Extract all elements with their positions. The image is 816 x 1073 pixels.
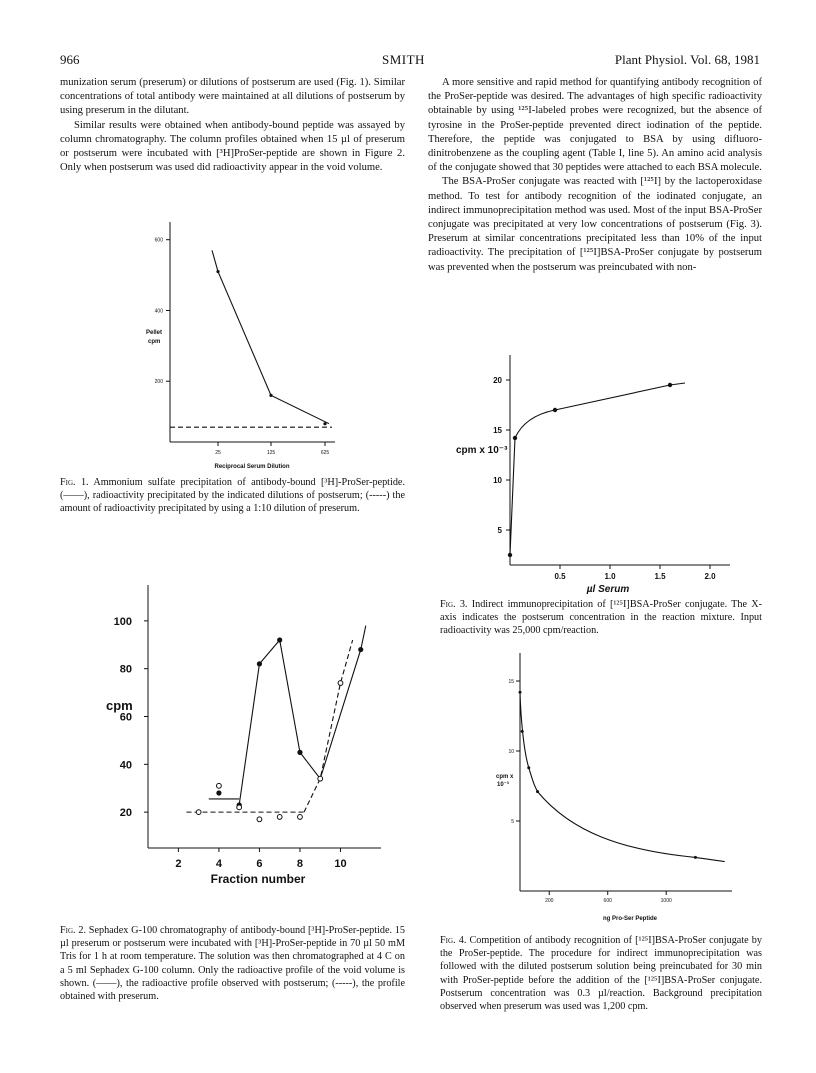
y-axis-label: cpm x — [496, 774, 514, 780]
data-point — [269, 394, 272, 397]
caption-text: Indirect immunoprecipitation of [¹²⁵I]BSA-ProSer conjugate. The X-axis indicates the postserum concentration in the reaction mixture. Input radioactivity was 25,000 cpm/reaction. — [440, 599, 762, 637]
data-point — [694, 856, 697, 859]
data-point — [216, 270, 219, 273]
figure-4-chart — [470, 648, 740, 928]
y-tick-label: 60 — [119, 711, 132, 724]
x-tick-label: 1.0 — [604, 572, 616, 581]
postserum-point — [257, 661, 262, 666]
x-tick-label: 125 — [266, 450, 276, 456]
y-tick-label: 600 — [154, 237, 163, 244]
y-tick-label: 40 — [119, 759, 132, 772]
figure-1-caption — [60, 476, 405, 516]
x-tick-label: 0.5 — [554, 572, 566, 581]
x-tick-label: 1.5 — [654, 572, 666, 581]
preserum-line — [304, 640, 353, 812]
caption-label: Fig. 2. — [60, 925, 87, 936]
postserum-line — [510, 383, 685, 555]
postserum-point — [358, 647, 363, 652]
preserum-point — [217, 783, 222, 788]
preserum-point — [237, 805, 242, 810]
y-axis-label: Pellet — [146, 330, 163, 336]
y-axis-label: 10⁻³ — [497, 782, 509, 788]
preserum-point — [277, 815, 282, 820]
caption-text: Competition of antibody recognition of [¹²⁵I]BSA-ProSer conjugate by the ProSer-peptide. The procedure for indirect immunoprecipitation was followed with the diluted postserum solution being preincubated for 30 min with ProSer-peptide before the addition of the [¹²⁵I]BSA-ProSer conjugate. Postserum concentration was 0.3 µl/reaction. Background precipitation observed when preserum was used was 1,200 cpm. — [440, 935, 762, 1013]
preserum-point — [338, 681, 343, 686]
preserum-point — [196, 810, 201, 815]
left-column-text — [60, 76, 405, 175]
x-axis-label: ng Pro-Ser Peptide — [602, 916, 658, 922]
caption-label: Fig. 4. — [440, 935, 467, 946]
y-tick-label: 200 — [154, 379, 163, 386]
y-axis-label: cpm x 10⁻³ — [456, 445, 508, 456]
x-tick-label: 6 — [256, 858, 263, 870]
y-tick-label: 20 — [493, 376, 502, 385]
paragraph: Similar results were obtained when antibody-bound peptide was assayed by column chromatography. The column profiles obtained when 15 µl of preserum or postserum were incubated with [³H]ProSer-peptide are shown in Figure 2. Only when postserum was used did radioactivity appear in the void volume. — [60, 119, 405, 174]
page-number: 966 — [60, 52, 80, 67]
x-axis-label: Reciprocal Serum Dilution — [214, 464, 290, 470]
data-point — [668, 383, 672, 387]
y-tick-label: 80 — [119, 663, 132, 676]
figure-1-chart — [140, 212, 355, 472]
y-axis-label: cpm — [106, 698, 133, 713]
running-author: SMITH — [382, 52, 425, 67]
y-tick-label: 10 — [508, 749, 514, 755]
postserum-line — [520, 692, 725, 861]
x-tick-label: 10 — [334, 858, 347, 870]
x-tick-label: 2.0 — [704, 572, 716, 581]
y-tick-label: 20 — [119, 807, 132, 820]
data-point — [536, 790, 539, 793]
postserum-line — [239, 626, 366, 805]
postserum-point — [277, 637, 282, 642]
right-column-text — [428, 76, 762, 275]
data-point — [508, 553, 512, 557]
figure-4-caption — [440, 934, 762, 1013]
postserum-point — [297, 750, 302, 755]
postserum-line — [212, 250, 329, 423]
y-tick-label: 5 — [497, 526, 502, 535]
data-point — [323, 422, 326, 425]
paragraph: munization serum (preserum) or dilutions of postserum are used (Fig. 1). Similar concentrations of total antibody were maintained at all dilutions of postserum by using preserum in the dilutant. — [60, 77, 405, 117]
x-tick-label: 25 — [215, 450, 221, 456]
y-tick-label: 400 — [154, 308, 163, 315]
x-axis-label: µl Serum — [586, 584, 630, 595]
data-point — [519, 691, 522, 694]
figure-2-caption — [60, 924, 405, 1003]
caption-text: Ammonium sulfate precipitation of antibody-bound [³H]-ProSer-peptide. (——), radioactivity precipitated by the indicated dilutions of postserum; (-----) the amount of radioactivity precipitated by using a 1:10 dilution of preserum. — [60, 477, 406, 515]
x-axis-label: Fraction number — [210, 872, 306, 886]
preserum-point — [318, 776, 323, 781]
data-point — [553, 408, 557, 412]
preserum-point — [298, 815, 303, 820]
x-tick-label: 600 — [603, 898, 612, 904]
caption-label: Fig. 3. — [440, 599, 468, 610]
y-axis-label: cpm — [148, 339, 161, 345]
data-point — [521, 730, 524, 733]
x-tick-label: 1000 — [660, 898, 672, 904]
x-tick-label: 8 — [296, 858, 304, 870]
y-tick-label: 10 — [493, 476, 502, 485]
caption-text: Sephadex G-100 chromatography of antibody-bound [³H]-ProSer-peptide. 15 µl preserum or postserum were incubated with [³H]-ProSer-peptide in 70 µl 50 mM Tris for 1 h at room temperature. The solution was then chromatographed at 4 C on a 5 ml Sephadex G-100 column. Only the radioactive profile of the void volume is shown. (——), the radioactive profile observed with postserum; (-----), the profile obtained with preserum. — [60, 925, 405, 1003]
figure-2-chart — [96, 580, 386, 920]
data-point — [513, 436, 517, 440]
preserum-point — [257, 817, 262, 822]
x-tick-label: 200 — [545, 898, 554, 904]
paragraph: A more sensitive and rapid method for quantifying antibody recognition of the ProSer-peptide was desired. The advantages of high specific radioactivity obtainable by using ¹²⁵I-labeled probes were recognized, but the absence of tyrosine in the ProSer-peptide prevented direct iodination of the peptide. Therefore, the peptide was conjugated to BSA by using difluoro-dinitrobenzene as the coupling agent (Table I, line 5). An amino acid analysis of the conjugate showed that 30 peptides were attached to each BSA molecule. — [428, 77, 762, 174]
y-tick-label: 5 — [511, 819, 514, 825]
x-tick-label: 625 — [320, 450, 330, 456]
data-point — [527, 766, 530, 769]
caption-label: Fig. 1. — [60, 477, 89, 488]
y-tick-label: 100 — [113, 615, 132, 628]
figure-3-caption — [440, 598, 762, 638]
x-tick-label: 4 — [215, 858, 222, 870]
figure-3-chart — [440, 350, 740, 600]
y-tick-label: 15 — [493, 426, 502, 435]
journal-citation: Plant Physiol. Vol. 68, 1981 — [614, 52, 760, 67]
postserum-point — [216, 790, 221, 795]
paragraph: The BSA-ProSer conjugate was reacted with [¹²⁵I] by the lactoperoxidase method. To test for antibody recognition of the iodinated conjugate, an indirect immunoprecipitation method was used. Most of the input BSA-ProSer conjugate was precipitated at very low concentrations of postserum (Fig. 3). Preserum at similar concentrations precipitated less than 10% of the input radioactivity. The precipitation of [¹²⁵I]BSA-ProSer conjugate by postserum was prevented when the postserum was preincubated with non- — [428, 176, 762, 273]
y-tick-label: 15 — [508, 679, 514, 685]
x-tick-label: 2 — [175, 858, 182, 870]
